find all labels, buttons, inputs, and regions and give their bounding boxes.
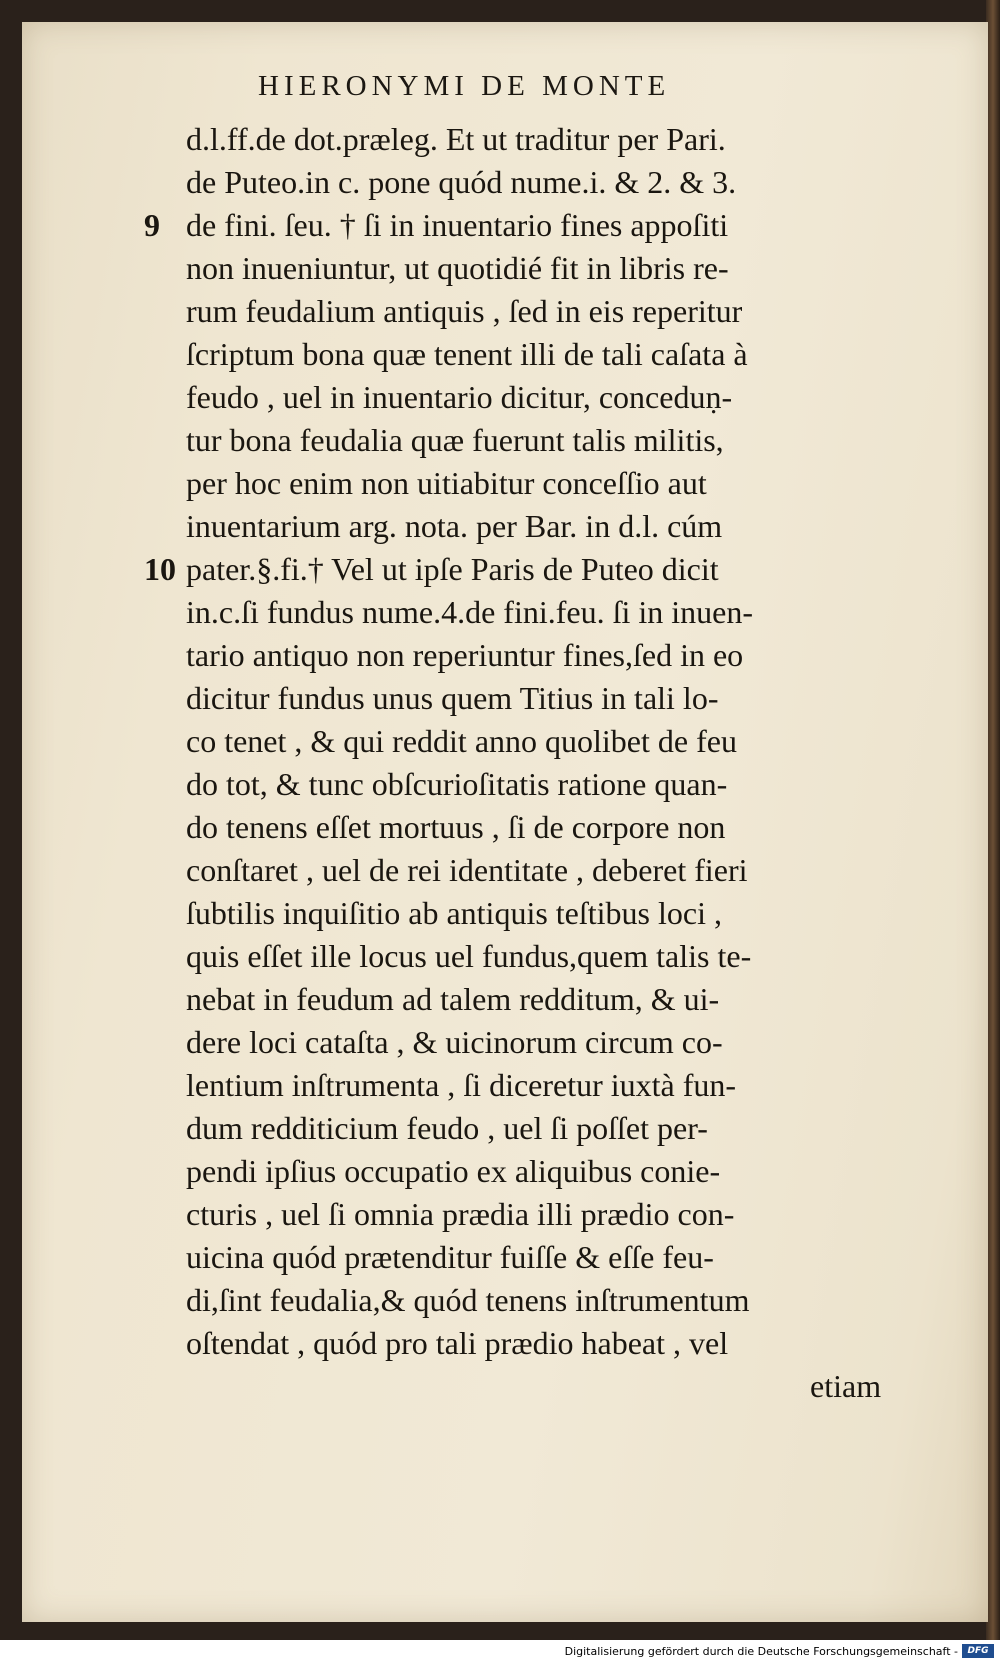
catchword: etiam [810, 1368, 882, 1404]
line-text: dicitur fundus unus quem Titius in tali lo- [186, 680, 719, 716]
text-line [144, 548, 910, 591]
text-line [150, 1236, 910, 1279]
text-line [150, 333, 910, 376]
line-text: quis eſſet ille locus uel fundus,quem talis te- [186, 938, 752, 974]
line-text: di,ſint feudalia,& quód tenens inſtrumentum [186, 1282, 750, 1318]
text-line [150, 1193, 910, 1236]
line-text: de Puteo.in c. pone quód nume.i. & 2. & 3. [186, 164, 737, 200]
line-text: pater.§.fi.† Vel ut ipſe Paris de Puteo dicit [186, 551, 719, 587]
text-block [144, 118, 910, 1408]
line-text: lentium inſtrumenta , ſi diceretur iuxtà fun- [186, 1067, 737, 1103]
text-line [150, 591, 910, 634]
line-text: tur bona feudalia quæ fuerunt talis militis, [186, 422, 724, 458]
catchword-line [150, 1365, 910, 1408]
text-line [150, 978, 910, 1021]
dfg-logo-icon: DFG [962, 1644, 994, 1658]
line-text: in.c.ſi fundus nume.4.de fini.feu. ſi in inuen- [186, 594, 753, 630]
text-line [150, 505, 910, 548]
line-text: do tot, & tunc obſcurioſitatis ratione quan- [186, 766, 728, 802]
text-line [150, 247, 910, 290]
line-text: tario antiquo non reperiuntur fines,ſed in eo [186, 637, 744, 673]
line-text: cturis , uel ſi omnia prædia illi prædio con- [186, 1196, 735, 1232]
line-text: inuentarium arg. nota. per Bar. in d.l. cúm [186, 508, 723, 544]
text-line [150, 1322, 910, 1365]
line-text: nebat in feudum ad talem redditum, & ui- [186, 981, 720, 1017]
line-text: ſcriptum bona quæ tenent illi de tali caſata à [186, 336, 748, 372]
running-head: HIERONYMI DE MONTE [258, 70, 671, 102]
text-line [150, 849, 910, 892]
text-line [150, 935, 910, 978]
line-text: ſubtilis inquiſitio ab antiquis teſtibus loci , [186, 895, 722, 931]
text-line [150, 806, 910, 849]
text-line [150, 462, 910, 505]
line-text: feudo , uel in inuentario dicitur, conceduṇ- [186, 379, 733, 415]
marginal-number: 10 [144, 551, 176, 587]
text-line [150, 634, 910, 677]
line-text: do tenens eſſet mortuus , ſi de corpore non [186, 809, 726, 845]
text-line [150, 1107, 910, 1150]
line-text: dere loci cataſta , & uicinorum circum co- [186, 1024, 723, 1060]
line-text: conſtaret , uel de rei identitate , deberet fieri [186, 852, 748, 888]
line-text: per hoc enim non uitiabitur conceſſio aut [186, 465, 707, 501]
line-text: dum redditicium feudo , uel ſi poſſet per- [186, 1110, 708, 1146]
line-text: uicina quód prætenditur fuiſſe & eſſe feu- [186, 1239, 714, 1275]
funding-credit: Digitalisierung gefördert durch die Deutsche Forschungsgemeinschaft - [564, 1645, 958, 1658]
line-text: pendi ipſius occupatio ex aliquibus conie- [186, 1153, 721, 1189]
line-text: non inueniuntur, ut quotidié fit in libris re- [186, 250, 729, 286]
line-text: de fini. ſeu. † ſi in inuentario fines appoſiti [186, 207, 729, 243]
marginal-number: 9 [144, 207, 160, 243]
text-line [150, 1150, 910, 1193]
text-line [144, 204, 910, 247]
text-line [150, 1021, 910, 1064]
text-line [150, 720, 910, 763]
book-edge [986, 0, 1000, 1640]
footer-bar [0, 1640, 1000, 1661]
line-text: co tenet , & qui reddit anno quolibet de feu [186, 723, 737, 759]
text-line [150, 376, 910, 419]
line-text: d.l.ff.de dot.præleg. Et ut traditur per Pari. [186, 121, 726, 157]
text-line [150, 892, 910, 935]
line-text: oſtendat , quód pro tali prædio habeat , vel [186, 1325, 729, 1361]
text-line [150, 677, 910, 720]
text-line [150, 118, 910, 161]
text-line [150, 419, 910, 462]
line-text: rum feudalium antiquis , ſed in eis reperitur [186, 293, 743, 329]
text-line [150, 1064, 910, 1107]
text-line [150, 290, 910, 333]
text-line [150, 763, 910, 806]
text-line [150, 161, 910, 204]
text-line [150, 1279, 910, 1322]
